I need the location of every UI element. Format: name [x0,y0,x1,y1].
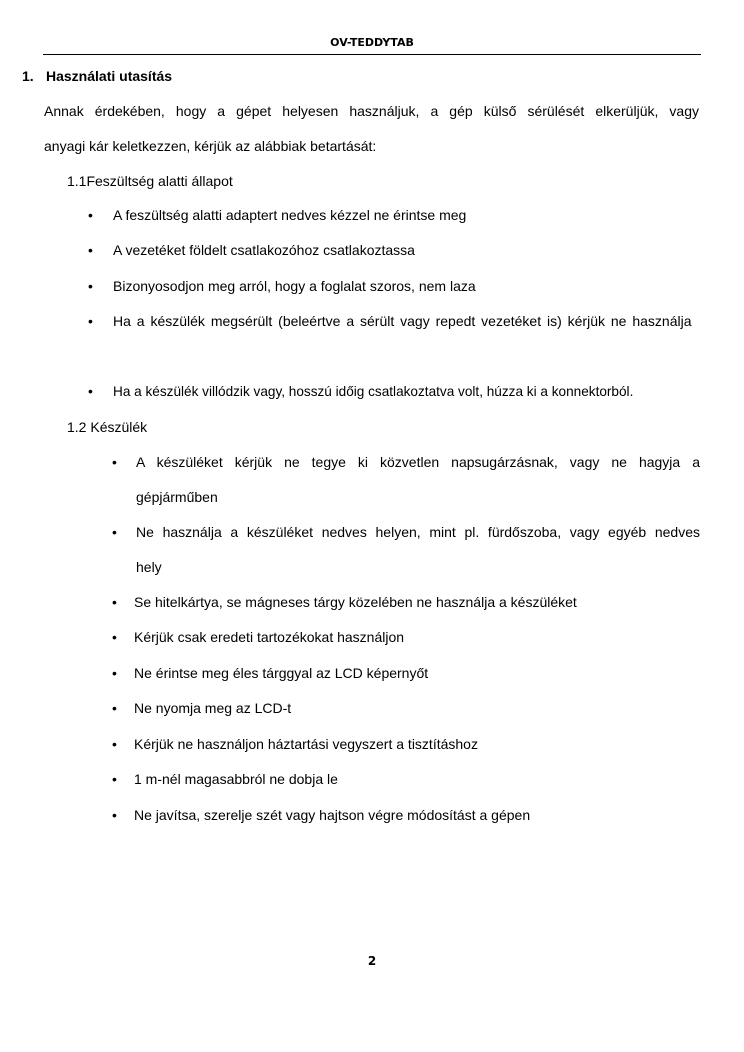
header-divider [43,54,701,55]
list-item [112,445,700,515]
list-item [112,691,700,726]
bullet-icon: • [88,383,93,399]
list-item [88,233,700,268]
bullet-icon: • [112,665,117,681]
list-item-text: 1 m-nél magasabbról ne dobja le [134,771,338,787]
bullet-icon: • [112,700,117,716]
section-title: Használati utasítás [46,68,173,84]
bullet-icon: • [88,207,93,223]
list-item-text: Ne érintse meg éles tárggyal az LCD képernyőt [134,665,429,681]
intro-paragraph-line-2: anyagi kár keletkezzen, kérjük az alábbiak betartását: [44,138,377,154]
bullet-icon: • [112,771,117,787]
page-header-title: OV-TEDDYTAB [330,36,414,49]
bullet-icon: • [112,807,117,823]
intro-paragraph-line-1: Annak érdekében, hogy a gépet helyesen használjuk, a gép külső sérülését elkerüljük, vagy [44,103,699,119]
bullet-icon: • [88,242,93,258]
list-item-text: Kérjük csak eredeti tartozékokat használjon [134,629,405,645]
list-item [112,585,700,620]
bullet-icon: • [112,524,117,540]
bullet-icon: • [88,313,93,329]
list-item-text: Ha a készülék megsérült (beleértve a sérült vagy repedt vezetéket is) kérjük ne használja [113,313,692,329]
section-heading [22,68,172,84]
list-item-text: A készüléket kérjük ne tegye ki közvetlen napsugárzásnak, vagy ne hagyja a gépjárműben [136,454,700,505]
bullet-icon: • [112,454,117,470]
bullet-icon: • [88,278,93,294]
bullet-icon: • [112,629,117,645]
list-item-text: Se hitelkártya, se mágneses tárgy közelében ne használja a készüléket [134,594,577,610]
list-item [88,198,700,233]
list-item-text: A vezetéket földelt csatlakozóhoz csatlakoztassa [113,242,415,258]
bullet-icon: • [112,736,117,752]
bullet-icon: • [112,594,117,610]
list-item [88,304,700,339]
list-item-text: A feszültség alatti adaptert nedves kézzel ne érintse meg [113,207,467,223]
list-item [112,762,700,797]
list-item [112,656,700,691]
section-number: 1. [22,68,34,84]
subsection-heading-1-2: 1.2 Készülék [67,419,148,435]
list-item-text: Ha a készülék villódzik vagy, hosszú időig csatlakoztatva volt, húzza ki a konnektorból. [113,384,634,399]
list-item [112,515,700,585]
list-item-text: Kérjük ne használjon háztartási vegyszert a tisztításhoz [134,736,478,752]
list-item-text: Ne nyomja meg az LCD-t [134,700,292,716]
list-item-text: Ne használja a készüléket nedves helyen, mint pl. fürdőszoba, vagy egyéb nedves hely [136,524,700,575]
list-item-text: Bizonyosodjon meg arról, hogy a foglalat szoros, nem laza [113,278,476,294]
list-item [88,374,700,409]
list-item-text: Ne javítsa, szerelje szét vagy hajtson végre módosítást a gépen [134,807,531,823]
list-item [88,269,700,304]
list-item [112,727,700,762]
subsection-heading-1-1: 1.1Feszültség alatti állapot [67,173,233,189]
list-item [112,798,700,833]
page-number: 2 [367,954,377,968]
list-item [112,620,700,655]
